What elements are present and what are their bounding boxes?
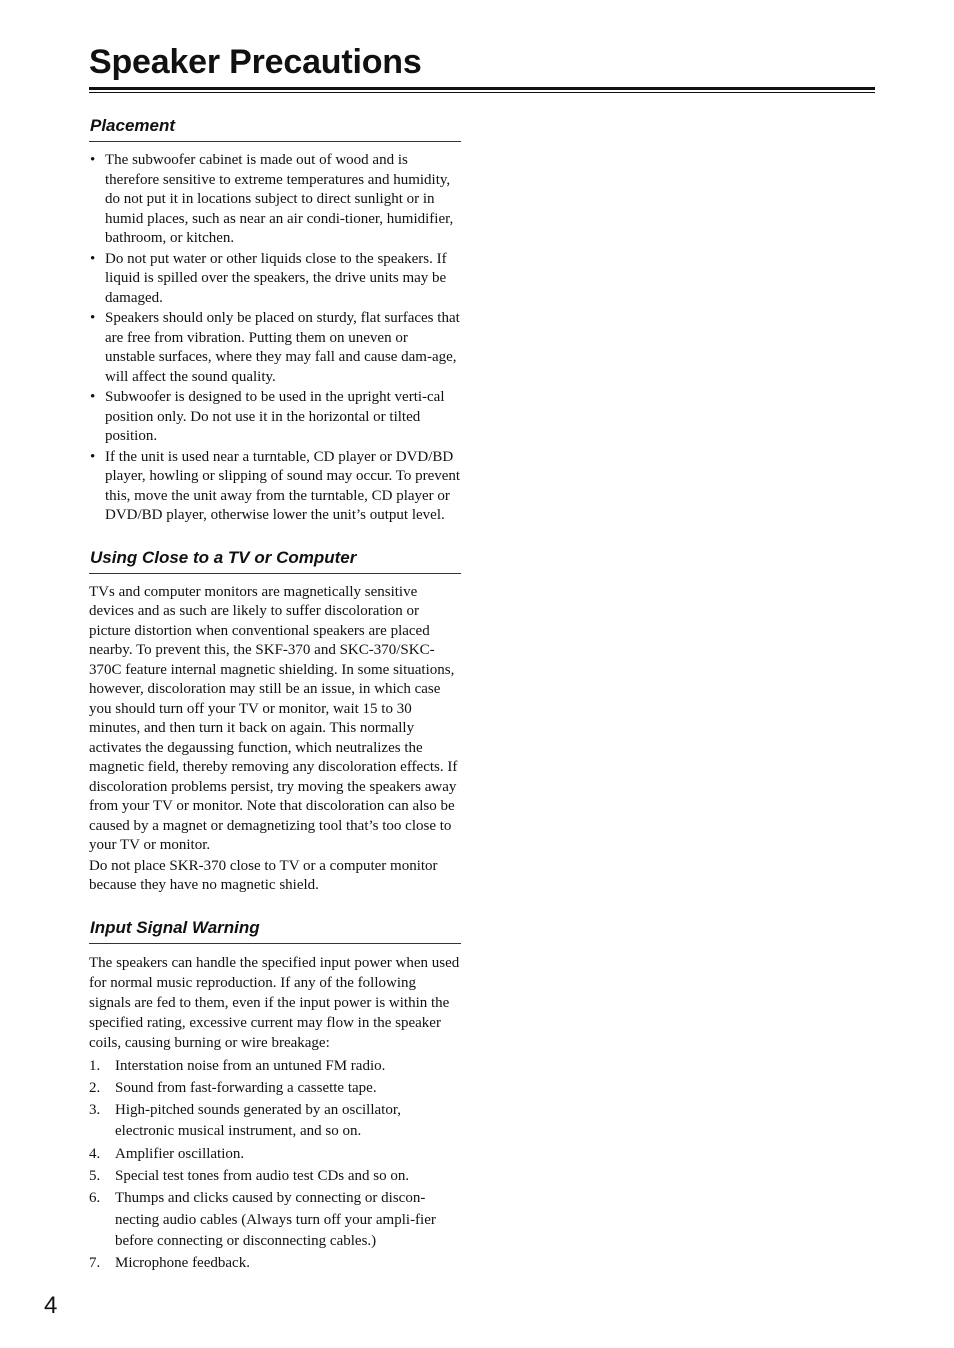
placement-heading: Placement xyxy=(89,112,461,142)
list-item-text: Microphone feedback. xyxy=(115,1255,250,1272)
input-signal-list xyxy=(89,1056,461,1275)
tv-computer-heading: Using Close to a TV or Computer xyxy=(89,544,461,574)
list-item-text: Amplifier oscillation. xyxy=(115,1145,245,1162)
list-item xyxy=(89,1166,461,1187)
list-item xyxy=(89,1078,461,1099)
list-item xyxy=(89,448,461,526)
title-rule xyxy=(89,87,875,93)
list-item xyxy=(89,309,461,387)
tv-computer-paragraph: TVs and computer monitors are magnetically sensitive devices and as such are likely to suffer discoloration or picture distortion when conventional speakers are placed nearby. To prevent this, the SKF-370 and SKC-370/SKC-370C feature internal magnetic shielding. In some situations, however, discoloration may still be an issue, in which case you should turn off your TV or monitor, wait 15 to 30 minutes, and then turn it back on again. This normally activates the degaussing function, which neutralizes the magnetic field, thereby removing any discoloration effects. If discoloration problems persist, try moving the speakers away from your TV or monitor. Note that discoloration can also be caused by a magnet or demagnetizing tool that’s too close to your TV or monitor. xyxy=(89,583,458,853)
bullet-icon: • xyxy=(90,152,96,168)
bullet-icon: • xyxy=(90,389,96,405)
list-item xyxy=(89,1144,461,1165)
bullet-icon: • xyxy=(90,250,96,267)
tv-computer-section xyxy=(89,544,461,896)
page-title: Speaker Precautions xyxy=(89,43,422,81)
list-item-text: Thumps and clicks caused by connecting or discon-necting audio cables (Always turn off your ampli-fier before connecting or disconnecting cables.) xyxy=(115,1190,436,1249)
list-item-text: High-pitched sounds generated by an oscillator, electronic musical instrument, and so on. xyxy=(115,1102,401,1140)
list-item xyxy=(89,388,461,447)
list-item xyxy=(89,1056,461,1077)
list-item xyxy=(89,250,461,309)
list-item-text: Interstation noise from an untuned FM radio. xyxy=(115,1057,386,1074)
input-signal-section xyxy=(89,914,461,1275)
list-number: 4. xyxy=(89,1145,101,1162)
bullet-icon: • xyxy=(90,448,96,465)
list-number: 5. xyxy=(89,1168,101,1184)
list-number: 1. xyxy=(89,1057,101,1074)
list-item-text: Speakers should only be placed on sturdy, flat surfaces that are free from vibration. Putting them on uneven or unstable surfaces, where they may fall and cause dam-age, will affect the sound quality. xyxy=(105,310,460,385)
bullet-icon: • xyxy=(90,310,96,326)
page-number: 4 xyxy=(44,1292,58,1319)
input-signal-intro: The speakers can handle the specified input power when used for normal music reproduction. If any of the following signals are fed to them, even if the input power is within the specified rating, excessive current may flow in the speaker coils, causing burning or wire breakage: xyxy=(89,954,460,1052)
list-item xyxy=(89,1188,461,1252)
list-item xyxy=(89,1253,461,1274)
placement-section xyxy=(89,112,461,526)
list-item-text: Subwoofer is designed to be used in the upright verti-cal position only. Do not use it in the horizontal or tilted position. xyxy=(105,389,445,444)
list-item-text: Do not put water or other liquids close to the speakers. If liquid is spilled over the speakers, the drive units may be damaged. xyxy=(105,250,447,306)
placement-list xyxy=(89,151,461,526)
list-number: 2. xyxy=(89,1079,101,1096)
list-number: 7. xyxy=(89,1255,101,1272)
list-item-text: Sound from fast-forwarding a cassette tape. xyxy=(115,1079,377,1096)
list-item-text: Special test tones from audio test CDs and so on. xyxy=(115,1168,410,1184)
list-item xyxy=(89,151,461,249)
list-item-text: The subwoofer cabinet is made out of wood and is therefore sensitive to extreme temperatures and humidity, do not put it in locations subject to direct sunlight or in humid places, such as near an air condi-tioner, humidifier, bathroom, or kitchen. xyxy=(105,152,454,246)
list-item xyxy=(89,1100,461,1143)
content-column xyxy=(89,112,461,1292)
list-item-text: If the unit is used near a turntable, CD player or DVD/BD player, howling or slipping of sound may occur. To prevent this, move the unit away from the turntable, CD player or DVD/BD player, otherwise lower the unit’s output level. xyxy=(105,448,461,523)
list-number: 3. xyxy=(89,1102,101,1119)
input-signal-heading: Input Signal Warning xyxy=(89,914,461,944)
list-number: 6. xyxy=(89,1190,101,1207)
tv-computer-note: Do not place SKR-370 close to TV or a computer monitor because they have no magnetic shield. xyxy=(89,857,438,893)
